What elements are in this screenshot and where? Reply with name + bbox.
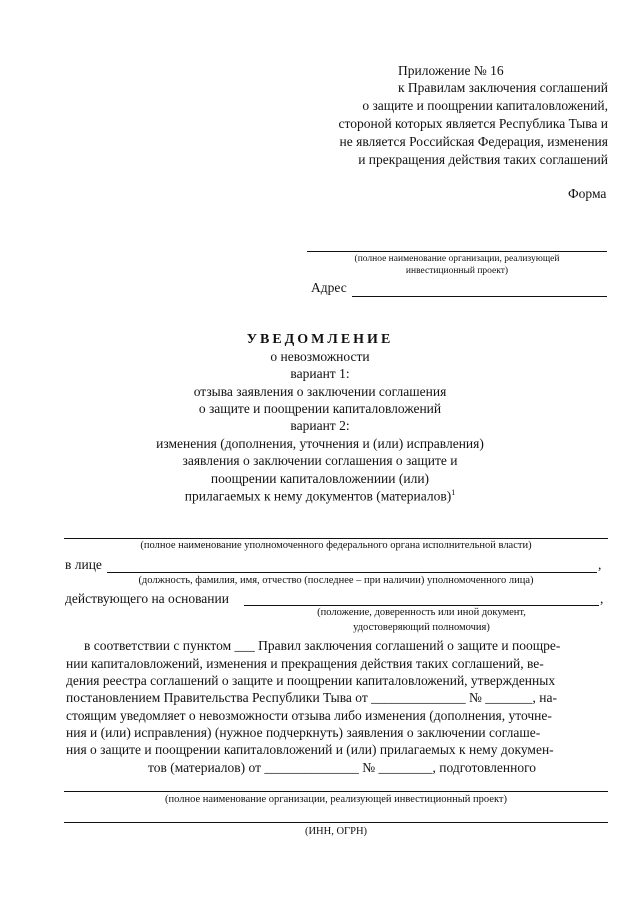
authority-caption: (полное наименование уполномоченного федерального органа исполнительной власти) bbox=[140, 540, 532, 551]
project-org-field[interactable] bbox=[64, 791, 608, 792]
acting-label: действующего на основании bbox=[65, 591, 229, 606]
title-line: о невозможности bbox=[270, 349, 370, 364]
document-title: УВЕДОМЛЕНИЕ bbox=[246, 332, 394, 347]
person-field[interactable] bbox=[107, 572, 597, 573]
paragraph-line: стоящим уведомляет о невозможности отзыва либо изменения (дополнения, уточне- bbox=[66, 708, 552, 723]
title-line: вариант 2: bbox=[290, 418, 350, 433]
paragraph-line: тов (материалов) от ______________ № ________, подготовленного bbox=[148, 760, 537, 775]
annex-line: стороной которых является Республика Тыва и bbox=[338, 116, 608, 131]
in-person-end: , bbox=[598, 557, 602, 572]
paragraph-line: нии капиталовложений, изменения и прекращения действия таких соглашений, ве- bbox=[66, 656, 544, 671]
basis-field[interactable] bbox=[244, 605, 599, 606]
title-line: вариант 1: bbox=[290, 366, 350, 381]
title-line: изменения (дополнения, уточнения и (или) исправления) bbox=[156, 436, 484, 451]
acting-end: , bbox=[600, 591, 604, 606]
org-caption-line2: инвестиционный проект) bbox=[405, 266, 509, 276]
title-line-last bbox=[0, 488, 640, 505]
authority-field[interactable] bbox=[64, 538, 608, 539]
title-line: отзыва заявления о заключении соглашения bbox=[193, 384, 447, 399]
org-caption: (полное наименование организации, реализующей инвестиционный проект) bbox=[164, 794, 507, 805]
inn-field[interactable] bbox=[64, 822, 608, 823]
org-caption-line1: (полное наименование организации, реализующей bbox=[354, 254, 560, 264]
basis-caption-line1: (положение, доверенность или иной документ, bbox=[317, 607, 526, 618]
annex-line: к Правилам заключения соглашений bbox=[397, 80, 608, 95]
title-line: прилагаемых к нему документов (материалов) bbox=[184, 488, 452, 504]
title-line: заявления о заключении соглашения о защите и bbox=[182, 453, 458, 468]
title-line: о защите и поощрении капиталовложений bbox=[198, 401, 442, 416]
form-label: Форма bbox=[568, 186, 607, 201]
org-name-field[interactable] bbox=[307, 251, 607, 252]
title-line: поощрении капиталовложениии (или) bbox=[210, 471, 430, 486]
paragraph-line: ния о защите и поощрении капиталовложений и (или) прилагаемых к нему докумен- bbox=[66, 742, 554, 757]
address-label: Адрес bbox=[311, 280, 347, 295]
basis-caption-line2: удостоверяющий полномочия) bbox=[353, 622, 490, 633]
annex-number: Приложение № 16 bbox=[398, 63, 504, 78]
in-person-label: в лице bbox=[65, 557, 102, 572]
annex-line: не является Российская Федерация, изменения bbox=[339, 134, 608, 149]
paragraph-line: в соответствии с пунктом ___ Правил заключения соглашений о защите и поощре- bbox=[84, 638, 561, 653]
annex-line: и прекращения действия таких соглашений bbox=[358, 152, 608, 167]
footnote-mark: 1 bbox=[451, 488, 456, 497]
paragraph-line: постановлением Правительства Республики Тыва от ______________ № _______, на- bbox=[66, 690, 557, 705]
paragraph-line: ния и (или) исправления) (нужное подчеркнуть) заявления о заключении соглаше- bbox=[66, 725, 541, 740]
annex-line: о защите и поощрении капиталовложений, bbox=[362, 98, 608, 113]
inn-caption: (ИНН, ОГРН) bbox=[304, 826, 368, 837]
paragraph-line: дения реестра соглашений о защите и поощрении капиталовложений, утвержденных bbox=[66, 673, 556, 688]
address-field[interactable] bbox=[352, 296, 607, 297]
person-caption: (должность, фамилия, имя, отчество (последнее – при наличии) уполномоченного лица) bbox=[138, 575, 534, 586]
